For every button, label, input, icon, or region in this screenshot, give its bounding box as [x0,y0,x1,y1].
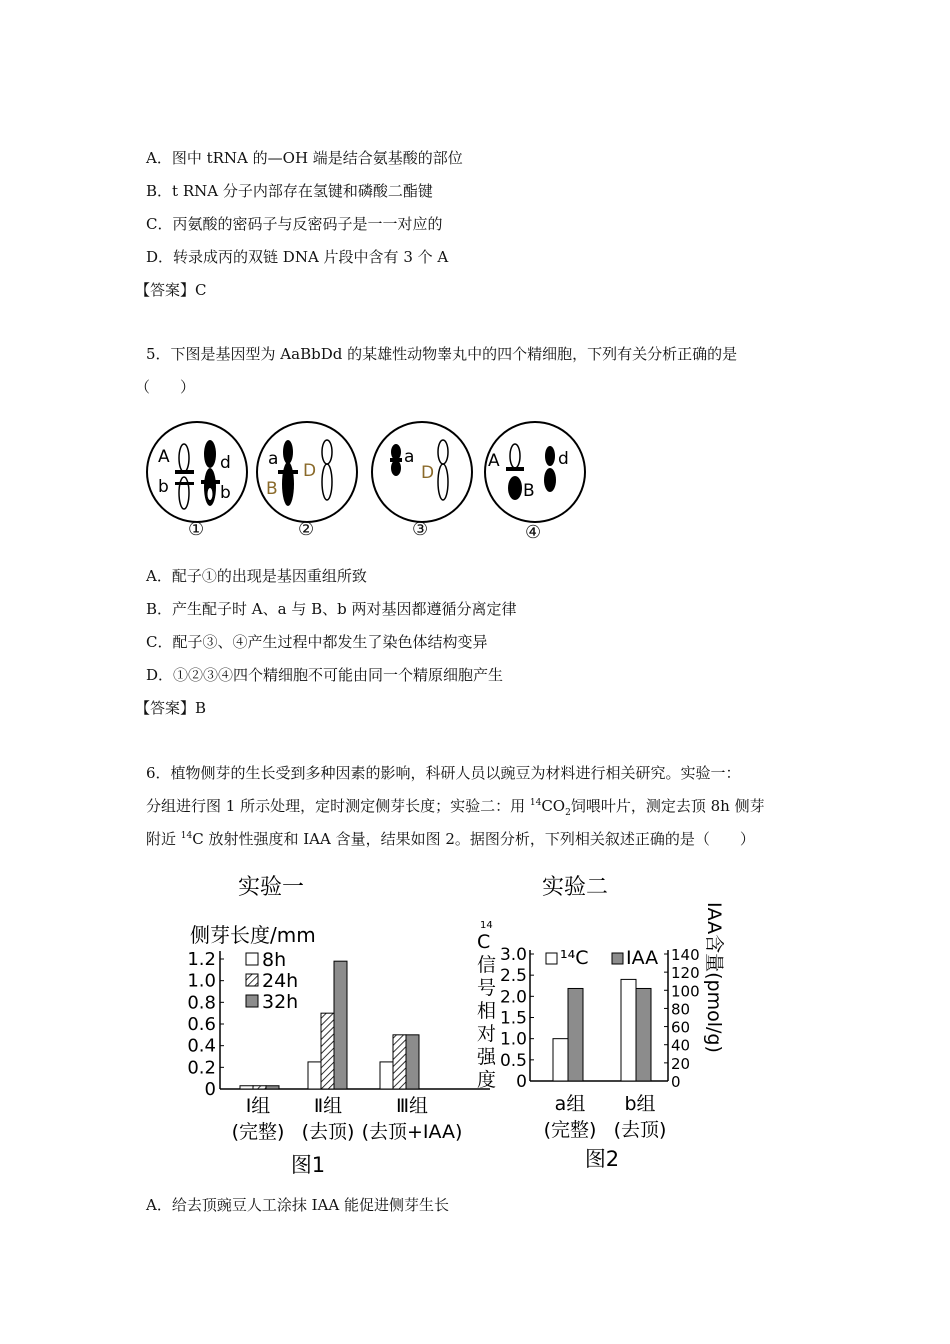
q6-option-a: A．给去顶豌豆人工涂抹 IAA 能促进侧芽生长 [146,1196,449,1214]
chart2-bar [568,988,583,1081]
chart1-category-label: Ⅱ组 [313,1095,343,1117]
chart2-y2label: IAA含量(pmol/g) [703,902,725,1053]
q5-option-d: D．①②③④四个精细胞不可能由同一个精原细胞产生 [146,666,504,684]
chart1-category-label: Ⅰ组 [245,1095,271,1117]
cell-2-label-D: D [303,461,317,481]
chart1-ytick-label: 0.6 [187,1014,216,1035]
chart1-bar [308,1062,321,1089]
chart2-category-note: (完整) [543,1119,597,1141]
cell-2-label-a: a [268,449,279,469]
experiment-charts [187,866,725,1186]
cell-4-label-A: A [488,451,500,471]
cell-4-number: ④ [525,522,542,543]
chart1-legend-swatch [246,953,258,965]
chart1-category-note: (完整) [231,1121,285,1143]
q6-sub-2: 2 [565,808,571,818]
chart2-ylabel-char: 信 [477,954,497,976]
chart2-ytick-label: 0.5 [499,1050,527,1071]
chart2-y2tick-label: 60 [671,1018,691,1037]
q5-stem-blank: （ ） [135,378,196,396]
cell-4-label-B: B [523,481,535,501]
q6-stem-line2-a: 分组进行图 1 所示处理，定时测定侧芽长度；实验二：用 [146,797,530,815]
chart1-legend-swatch [246,995,258,1007]
chart2-bar [553,1039,568,1081]
chart2-y2tick-label: 100 [671,982,700,1001]
chart2-ylabel-char: 对 [477,1023,497,1045]
chart2-title: 实验二 [542,875,609,900]
chart2-y2tick-label: 120 [671,964,700,983]
q6-stem-line2-b: 饲喂叶片，测定去顶 8h 侧芽 [570,797,765,815]
cell-4-label-d: d [558,449,569,469]
chart1-bar [321,1013,334,1089]
chart2-legend-swatch [546,953,557,964]
chart1-legend-label: 24h [262,970,299,992]
chart1-ylabel: 侧芽长度/mm [190,923,316,947]
cell-1-number: ① [188,519,205,540]
chart2-ytick-label: 1.5 [499,1008,527,1029]
q4-option-c: C．丙氨酸的密码子与反密码子是一一对应的 [146,215,443,233]
chart2-y2tick-label: 140 [671,946,700,964]
chart1-bar [240,1086,253,1089]
chart2-y2tick-label: 20 [671,1054,691,1073]
chart2-ylabel-char: 强 [477,1046,497,1068]
chart1-ytick-label: 0.4 [187,1035,216,1057]
chart1-ytick-label: 0.8 [187,992,216,1014]
chart2-legend-label: ¹⁴C [560,947,589,969]
q6-co: CO [541,797,566,815]
chart1-category-note: (去顶) [301,1121,355,1143]
q6-stem-line3 [146,829,755,849]
q4-option-d: D．转录成丙的双链 DNA 片段中含有 3 个 A [146,248,449,266]
chart2-y2tick-label: 0 [671,1073,681,1091]
cell-2-number: ② [298,519,315,540]
cell-2 [257,422,357,522]
q4-answer: 【答案】C [135,281,207,299]
chart1-ytick-label: 0.2 [187,1057,216,1079]
cell-1-label-b2: b [220,483,231,503]
chart2-bar [621,979,636,1081]
chart1-bar [253,1086,266,1089]
chart1-bar [334,961,347,1089]
cell-3-label-a: a [404,447,415,467]
cell-1-label-b: b [158,477,169,497]
chart1-legend-label: 32h [262,991,299,1013]
cell-1 [147,422,247,522]
q5-stem: 5．下图是基因型为 AaBbDd 的某雄性动物睾丸中的四个精细胞，下列有关分析正确的是 [146,345,738,363]
chart2-category-label: b组 [624,1093,656,1115]
q6-stem-line2 [146,796,765,816]
cell-3-number: ③ [412,519,429,540]
chart2-y2tick-label: 80 [671,1000,691,1019]
chart1-legend-swatch [246,974,258,986]
chart2-ylabel-char: 度 [477,1069,497,1091]
chart2-legend-label: IAA [626,947,659,969]
chart2-category-label: a组 [554,1093,586,1115]
q5-option-a: A．配子①的出现是基因重组所致 [146,567,367,585]
chart1-bar [393,1035,406,1089]
chart1-title: 实验一 [238,875,305,900]
chart1-ytick-label: 0 [204,1079,216,1100]
chart1-bar [266,1086,279,1089]
chart2-ylabel-char: 14 [480,920,493,931]
cell-1-label-d: d [220,453,231,473]
q4-option-a: A．图中 tRNA 的—OH 端是结合氨基酸的部位 [146,149,463,167]
chart1-category-label: Ⅲ组 [395,1095,429,1117]
chart2-ytick-label: 2.5 [499,966,527,987]
q6-stem-line3-a: 附近 [146,830,181,848]
chart2-ylabel-char: C [477,931,491,953]
chart1-bar [406,1035,419,1089]
q4-option-b: B．t RNA 分子内部存在氢键和磷酸二酯键 [146,182,433,200]
chart2-category-note: (去顶) [613,1119,667,1141]
q6-stem-line3-b: C 放射性强度和 IAA 含量，结果如图 2。据图分析，下列相关叙述正确的是（ ） [192,830,755,848]
q5-option-c: C．配子③、④产生过程中都发生了染色体结构变异 [146,633,488,651]
chart1-ytick-label: 1.0 [187,970,216,992]
cell-1-label-A: A [158,447,170,467]
chart2-ylabel [477,920,497,1091]
q6-sup-14: 14 [529,798,542,808]
chart1-ytick-label: 1.2 [187,949,216,970]
chart2-ytick-label: 1.0 [499,1029,527,1050]
cell-3-label-D: D [421,463,435,483]
chart2-bar [636,988,651,1081]
chart2-ylabel-char: 相 [477,1000,497,1022]
chart1-caption: 图1 [290,1153,326,1177]
q6-stem-line1: 6．植物侧芽的生长受到多种因素的影响，科研人员以豌豆为材料进行相关研究。实验一： [146,764,741,782]
chart2-y2tick-label: 40 [671,1036,691,1055]
cell-3 [372,422,472,522]
chart1-legend-label: 8h [262,949,287,971]
chart2-ytick-label: 3.0 [499,945,527,965]
chart1-bar [380,1062,393,1089]
chart1-category-note: (去顶+IAA) [361,1121,463,1143]
q6-sup-14b: 14 [180,831,193,841]
chart2-ytick-label: 0 [516,1072,527,1092]
cell-2-label-B: B [266,479,278,499]
cell-4 [485,422,585,522]
chart2-caption: 图2 [584,1147,620,1171]
chart2-ylabel-char: 号 [477,977,497,999]
chart2-ytick-label: 2.0 [499,987,527,1008]
chart2-legend-swatch [612,953,623,964]
q5-answer: 【答案】B [135,699,207,717]
q5-option-b: B．产生配子时 A、a 与 B、b 两对基因都遵循分离定律 [146,600,517,618]
